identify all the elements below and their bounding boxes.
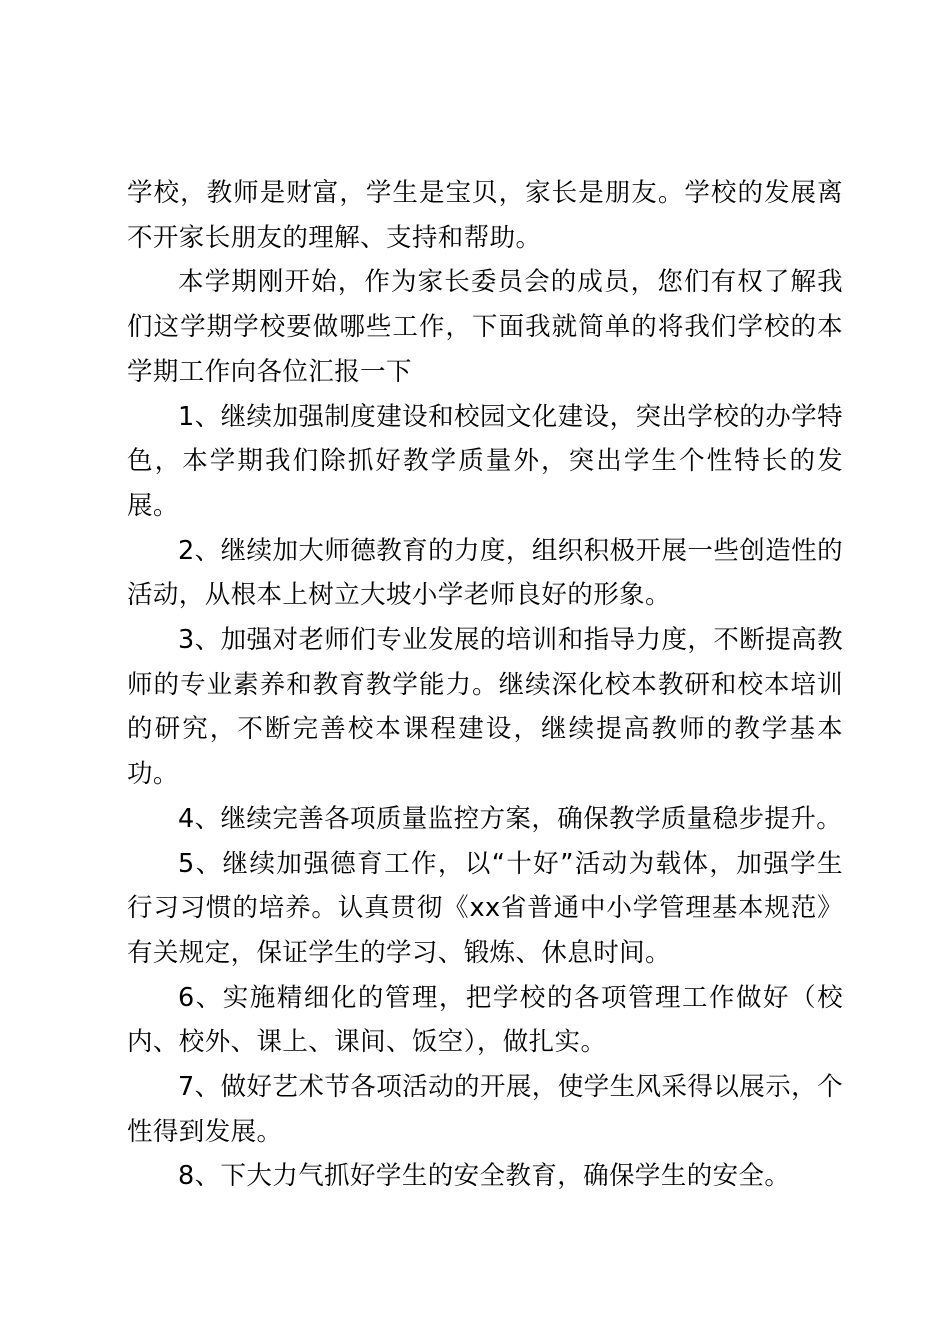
paragraph-2: 本学期刚开始，作为家长委员会的成员，您们有权了解我们这学期学校要做哪些工作，下面我就简单的将我们学校的本学期工作向各位汇报一下 [127,267,843,387]
paragraph-item-6: 6、实施精细化的管理，把学校的各项管理工作做好（校内、校外、课上、课间、饭空），做扎实。 [127,982,843,1058]
paragraph-item-3: 3、加强对老师们专业发展的培训和指导力度，不断提高教师的专业素养和教育教学能力。继续深化校本教研和校本培训的研究，不断完善校本课程建设，继续提高教师的教学基本功。 [127,625,843,790]
paragraph-item-4: 4、继续完善各项质量监控方案，确保教学质量稳步提升。 [178,803,843,834]
paragraph-item-8: 8、下大力气抓好学生的安全教育，确保学生的安全。 [178,1161,791,1192]
paragraph-1: 学校，教师是财富，学生是宝贝，家长是朋友。学校的发展离不开家长朋友的理解、支持和帮助。 [127,178,843,253]
paragraph-item-1: 1、继续加强制度建设和校园文化建设，突出学校的办学特色，本学期我们除抓好教学质量外，突出学生个性特长的发展。 [127,401,843,521]
paragraph-item-5: 5、继续加强德育工作，以“十好”活动为载体，加强学生行习习惯的培养。认真贯彻《xx省普通中小学管理基本规范》有关规定，保证学生的学习、锻炼、休息时间。 [127,848,843,968]
paragraph-item-2: 2、继续加大师德教育的力度，组织积极开展一些创造性的活动，从根本上树立大坡小学老师良好的形象。 [127,535,843,611]
document-body [127,171,843,1199]
paragraph-item-7: 7、做好艺术节各项活动的开展，使学生风采得以展示，个性得到发展。 [127,1072,843,1147]
